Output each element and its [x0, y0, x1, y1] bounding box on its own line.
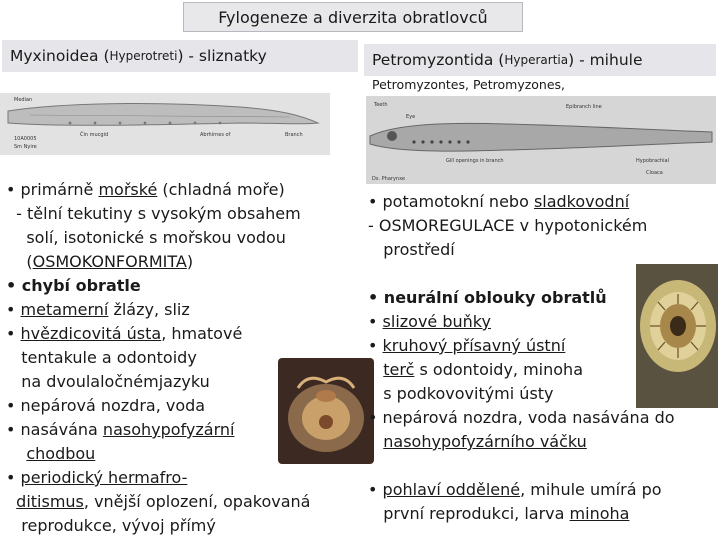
- left-header-post: ) - sliznatky: [177, 47, 267, 65]
- left-line-0: • primárně mořské (chladná moře): [6, 180, 285, 199]
- hagfish-label-2: Abrhirnes of: [200, 132, 231, 138]
- right-line-10: • pohlaví oddělené, mihule umírá po: [368, 480, 662, 499]
- left-line-11: chodbou: [26, 444, 96, 463]
- left-line-9: • nepárová nozdra, voda: [6, 396, 206, 415]
- left-line-5: • metamerní žlázy, sliz: [6, 300, 190, 319]
- hagfish-label-1: Čin mucgid: [80, 132, 109, 138]
- left-line-14: reprodukce, vývoj přímý: [6, 516, 216, 535]
- lamprey-label-0: Teeth: [374, 102, 388, 108]
- hagfish-label-0: Median: [14, 97, 33, 103]
- left-line-2: solí, isotonické s mořskou vodou: [6, 228, 286, 247]
- left-line-7: tentakule a odontoidy: [6, 348, 197, 367]
- slide-title: [183, 2, 523, 32]
- right-line-6: terč s odontoidy, minoha: [383, 360, 583, 379]
- lamprey-drawing: [366, 96, 716, 184]
- lamprey-label-5: Cloaca: [646, 170, 663, 176]
- left-line-1: - tělní tekutiny s vysokým obsahem: [6, 204, 301, 223]
- hagfish-drawing: [0, 93, 330, 155]
- right-header-post: ) - mihule: [568, 51, 643, 69]
- left-header: [2, 40, 358, 72]
- hagfish-label-3: Branch: [285, 132, 303, 138]
- left-line-10: • nasávána nasohypofyzární: [6, 420, 235, 439]
- lamprey-image: [366, 96, 716, 184]
- left-header-small: Hyperotreti: [109, 49, 178, 63]
- right-line-4: • slizové buňky: [368, 312, 491, 331]
- title-text: Fylogeneze a diverzita obratlovců: [218, 7, 488, 27]
- right-header-pre: Petromyzontida (: [372, 51, 505, 69]
- lamprey-label-1: Eye: [406, 114, 416, 120]
- right-line-5: • kruhový přísavný ústní: [368, 336, 566, 355]
- left-bullet-list: [6, 178, 366, 538]
- right-line-2: prostředí: [368, 240, 455, 259]
- right-line-3: • neurální oblouky obratlů: [368, 288, 607, 307]
- lamprey-label-3: Gill openings in branch: [446, 158, 504, 164]
- left-line-8: na dvoulaločnémjazyku: [6, 372, 210, 391]
- right-line-11: první reprodukci, larva minoha: [368, 504, 630, 523]
- left-line-3: (OSMOKONFORMITA): [6, 252, 194, 271]
- lamprey-label-4: Hypobrachial: [636, 158, 670, 164]
- left-line-13: ditismus, vnější oplození, opakovaná: [16, 492, 311, 511]
- hagfish-label-4: 10A0005: [14, 136, 37, 142]
- hagfish-image: [0, 93, 330, 155]
- right-line-0: • potamotokní nebo sladkovodní: [368, 192, 630, 211]
- right-line-9: nasohypofyzárního váčku: [383, 432, 587, 451]
- left-line-4: • chybí obratle: [6, 276, 141, 295]
- right-line-8: • nepárová nozdra, voda nasávána do: [368, 408, 675, 427]
- right-line-7: s podkovovitými ústy: [368, 384, 554, 403]
- left-header-pre: Myxinoidea (: [10, 47, 110, 65]
- lamprey-mouth-photo: [636, 264, 718, 408]
- left-line-6: • hvězdicovitá ústa, hmatové: [6, 324, 243, 343]
- right-header: [364, 44, 716, 76]
- lamprey-mouth-drawing: [636, 264, 718, 408]
- lamprey-label-2: Epibranch line: [566, 104, 602, 110]
- hagfish-label-5: Sm Nyire: [14, 144, 37, 150]
- right-subheader: Petromyzontes, Petromyzones,: [372, 77, 566, 92]
- lamprey-label-6: Ds. Pharynxe: [372, 176, 405, 182]
- right-header-small: Hyperartia: [504, 53, 569, 67]
- left-line-12: • periodický hermafro-: [6, 468, 188, 487]
- right-line-1: - OSMOREGULACE v hypotonickém: [368, 216, 648, 235]
